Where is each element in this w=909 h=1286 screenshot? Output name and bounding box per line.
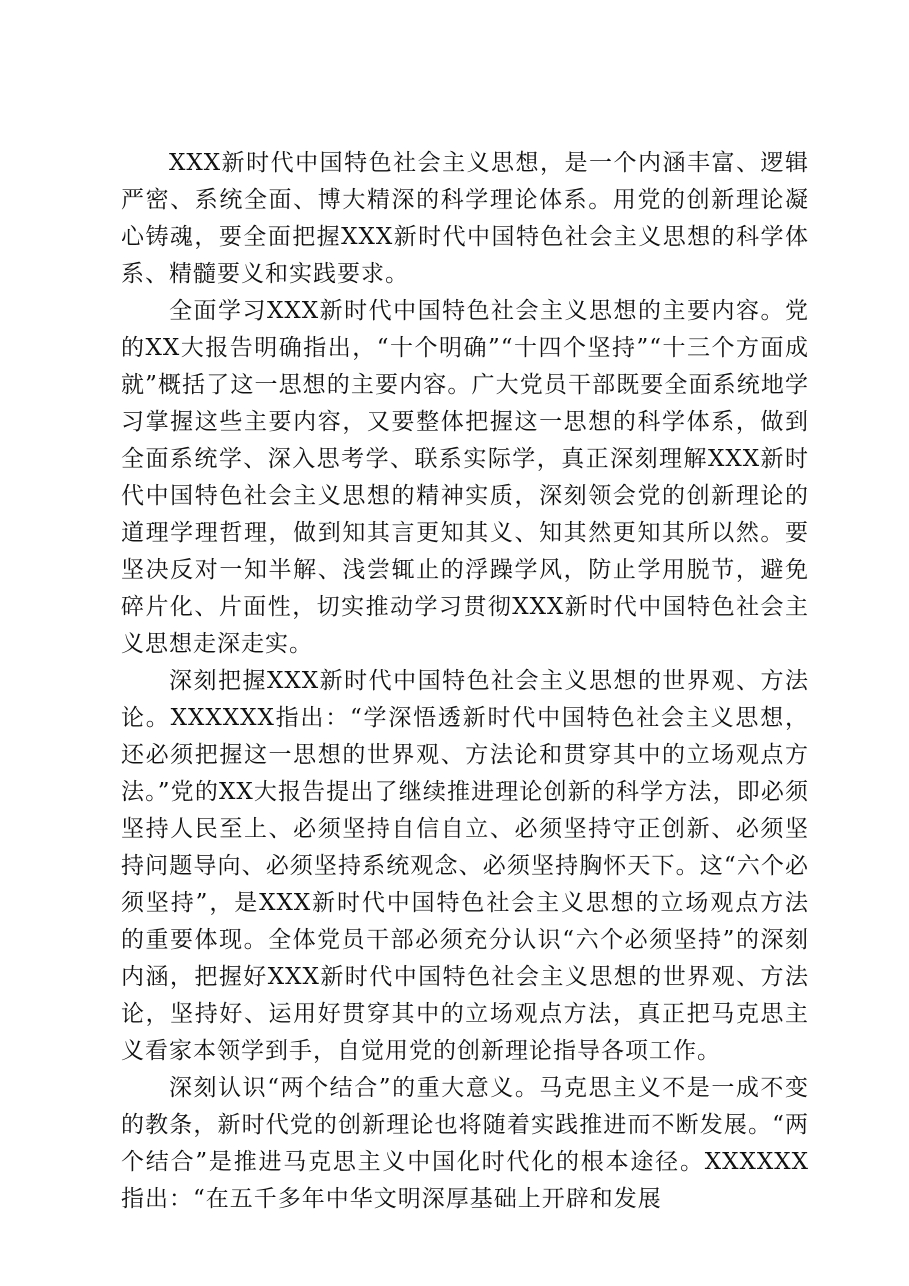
paragraph-1: XXX新时代中国特色社会主义思想，是一个内涵丰富、逻辑严密、系统全面、博大精深的科学理论体系。用党的创新理论凝心铸魂，要全面把握XXX新时代中国特色社会主义思想的科学体系、精髓要义和实践要求。 — [121, 150, 809, 287]
document-body — [121, 145, 809, 1218]
paragraph-2: 全面学习XXX新时代中国特色社会主义思想的主要内容。党的XX大报告明确指出，“十个明确”“十四个坚持”“十三个方面成就”概括了这一思想的主要内容。广大党员干部既要全面系统地学习掌握这些主要内容，又要整体把握这一思想的科学体系，做到全面系统学、深入思考学、联系实际学，真正深刻理解XXX新时代中国特色社会主义思想的精神实质，深刻领会党的创新理论的道理学理哲理，做到知其言更知其义、知其然更知其所以然。要坚决反对一知半解、浅尝辄止的浮躁学风，防止学用脱节，避免碎片化、片面性，切实推动学习贯彻XXX新时代中国特色社会主义思想走深走实。 — [121, 298, 809, 657]
paragraph-4: 深刻认识“两个结合”的重大意义。马克思主义不是一成不变的教条，新时代党的创新理论也将随着实践推进而不断发展。“两个结合”是推进马克思主义中国化时代化的根本途径。XXXXXX指出：“在五千多年中华文明深厚基础上开辟和发展 — [121, 1075, 809, 1212]
paragraph-3: 深刻把握XXX新时代中国特色社会主义思想的世界观、方法论。XXXXXX指出：“学深悟透新时代中国特色社会主义思想，还必须把握这一思想的世界观、方法论和贯穿其中的立场观点方法。”党的XX大报告提出了继续推进理论创新的科学方法，即必须坚持人民至上、必须坚持自信自立、必须坚持守正创新、必须坚持问题导向、必须坚持系统观念、必须坚持胸怀天下。这“六个必须坚持”，是XXX新时代中国特色社会主义思想的立场观点方法的重要体现。全体党员干部必须充分认识“六个必须坚持”的深刻内涵，把握好XXX新时代中国特色社会主义思想的世界观、方法论，坚持好、运用好贯穿其中的立场观点方法，真正把马克思主义看家本领学到手，自觉用党的创新理论指导各项工作。 — [121, 668, 809, 1064]
